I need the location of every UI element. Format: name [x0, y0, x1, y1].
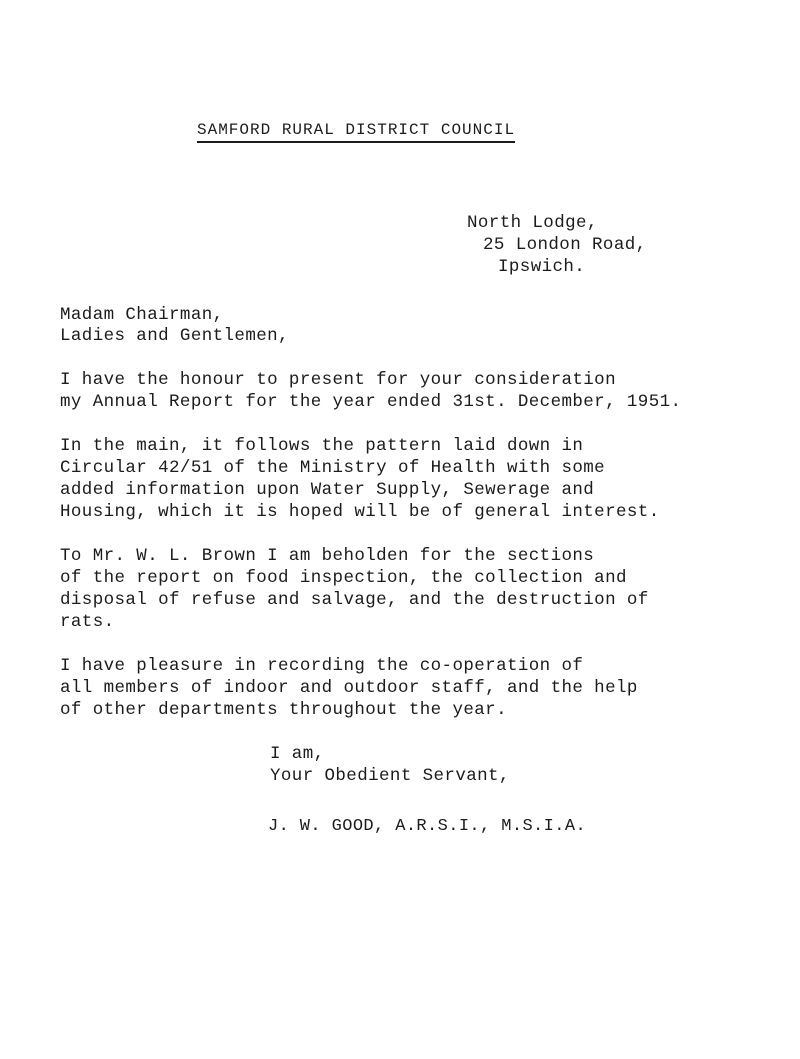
paragraph-3-line-1: To Mr. W. L. Brown I am beholden for the sections	[60, 546, 595, 566]
address-line-1: North Lodge,	[467, 213, 598, 233]
paragraph-2-line-3: added information upon Water Supply, Sewerage and	[60, 480, 595, 500]
paragraph-2-line-4: Housing, which it is hoped will be of general interest.	[60, 502, 660, 522]
paragraph-3-line-2: of the report on food inspection, the collection and	[60, 568, 627, 588]
address-line-3: Ipswich.	[498, 257, 586, 277]
paragraph-1-line-1: I have the honour to present for your consideration	[60, 370, 616, 390]
paragraph-4-line-2: all members of indoor and outdoor staff, and the help	[60, 678, 638, 698]
paragraph-2-line-2: Circular 42/51 of the Ministry of Health with some	[60, 458, 606, 478]
salutation-line-1: Madam Chairman,	[60, 305, 224, 325]
paragraph-1-line-2: my Annual Report for the year ended 31st. December, 1951.	[60, 392, 682, 412]
closing-line-2: Your Obedient Servant,	[270, 766, 510, 786]
signature: J. W. GOOD, A.R.S.I., M.S.I.A.	[268, 817, 587, 836]
paragraph-3-line-3: disposal of refuse and salvage, and the destruction of	[60, 590, 649, 610]
salutation-line-2: Ladies and Gentlemen,	[60, 326, 289, 346]
address-line-2: 25 London Road,	[483, 235, 647, 255]
paragraph-4-line-3: of other departments throughout the year.	[60, 700, 507, 720]
paragraph-4-line-1: I have pleasure in recording the co-operation of	[60, 656, 584, 676]
closing-line-1: I am,	[270, 744, 325, 764]
council-heading: SAMFORD RURAL DISTRICT COUNCIL	[197, 120, 515, 143]
paragraph-3-line-4: rats.	[60, 612, 115, 632]
paragraph-2-line-1: In the main, it follows the pattern laid down in	[60, 436, 584, 456]
